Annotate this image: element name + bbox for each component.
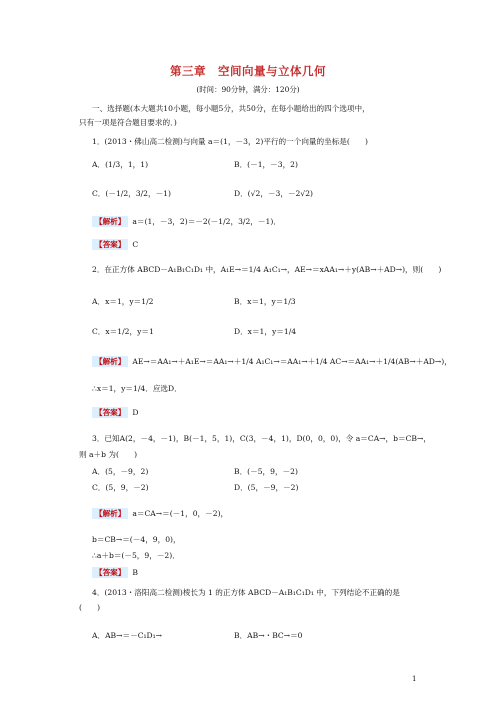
answer-label: 【答案】	[92, 567, 128, 578]
q4-stem: 4．(2013・洛阳高二检测)棱长为 1 的正方体 ABCD－A₁B₁C₁D₁ 中，下列结论不正确的是	[92, 588, 400, 597]
q2-option-c: C．x＝1/2，y＝1	[92, 327, 154, 336]
q3-stem: 3．已知A(2，－4，－1)，B(－1，5，1)，C(3，－4，1)，D(0，0，0)，令 a＝CA→，b＝CB→，	[92, 434, 431, 443]
q2-answer	[92, 407, 138, 418]
q1-answer-text: C	[132, 240, 139, 249]
q1-answer	[92, 239, 138, 250]
explanation-label: 【解析】	[92, 508, 128, 519]
q2-explanation-conclusion: ∴x＝1，y＝1/4．应选D．	[92, 384, 182, 393]
q3-option-b: B．(－5，9，－2)	[234, 467, 298, 476]
q3-explanation-text: a＝CA→＝(－1，0，－2)，	[132, 509, 229, 518]
q4-option-a: A．AB→＝－C₁D₁→	[92, 631, 163, 640]
page-number: 1	[412, 675, 417, 683]
q4-stem-cont: ( )	[79, 603, 101, 612]
q2-stem: 2．在正方体 ABCD－A₁B₁C₁D₁ 中，A₁E→＝1/4 A₁C₁→，AE→＝xAA₁→＋y(AB→＋AD→)，则( )	[92, 265, 442, 274]
answer-label: 【答案】	[92, 239, 128, 250]
q3-explanation-b: b＝CB→＝(－4，9，0)，	[92, 535, 181, 544]
q1-stem: 1．(2013・佛山高二检测)与向量 a＝(1，－3，2)平行的一个向量的坐标是( )	[92, 137, 368, 146]
section-instructions-line1: 一、选择题(本大题共10小题，每小题5分，共50分，在每小题给出的四个选项中，	[92, 104, 370, 113]
chapter-title: 第三章 空间向量与立体几何	[170, 64, 326, 78]
answer-label: 【答案】	[92, 407, 128, 418]
q1-option-d: D．(√2，－3，－2√2)	[234, 189, 313, 198]
q3-answer-text: B	[132, 568, 138, 577]
q3-option-a: A．(5，－9，2)	[92, 467, 149, 476]
q3-option-c: C．(5，9，－2)	[92, 483, 149, 492]
q4-option-b: B．AB→・BC→＝0	[234, 631, 303, 640]
exam-info: (时间：90分钟，满分：120分)	[196, 85, 300, 94]
section-instructions-line2: 只有一项是符合题目要求的．)	[79, 118, 177, 127]
q3-answer	[92, 567, 138, 578]
q3-explanation	[92, 508, 228, 519]
q1-option-b: B．(－1，－3，2)	[234, 160, 298, 169]
q2-option-b: B．x＝1，y＝1/3	[234, 297, 296, 306]
q1-option-c: C．(－1/2，3/2，－1)	[92, 189, 171, 198]
q1-option-a: A．(1/3，1，1)	[92, 160, 149, 169]
q2-explanation	[92, 356, 452, 367]
q1-explanation	[92, 216, 281, 227]
q3-option-d: D．(5，－9，－2)	[234, 483, 299, 492]
q3-explanation-sum: ∴a＋b＝(－5，9，－2)．	[92, 551, 180, 560]
explanation-label: 【解析】	[92, 216, 128, 227]
q1-explanation-text: a＝(1，－3，2)＝－2(－1/2，3/2，－1)．	[132, 217, 281, 226]
q2-option-d: D．x＝1，y＝1/4	[234, 327, 297, 336]
q3-stem-cont: 则 a＋b 为( )	[79, 450, 138, 459]
q2-answer-text: D	[132, 408, 139, 417]
q2-explanation-text: AE→＝AA₁→＋A₁E→＝AA₁→＋1/4 A₁C₁→＝AA₁→＋1/4 AC→＝AA₁→＋1/4(AB→＋AD→)，	[132, 357, 452, 366]
explanation-label: 【解析】	[92, 356, 128, 367]
q2-option-a: A．x＝1，y＝1/2	[92, 297, 154, 306]
